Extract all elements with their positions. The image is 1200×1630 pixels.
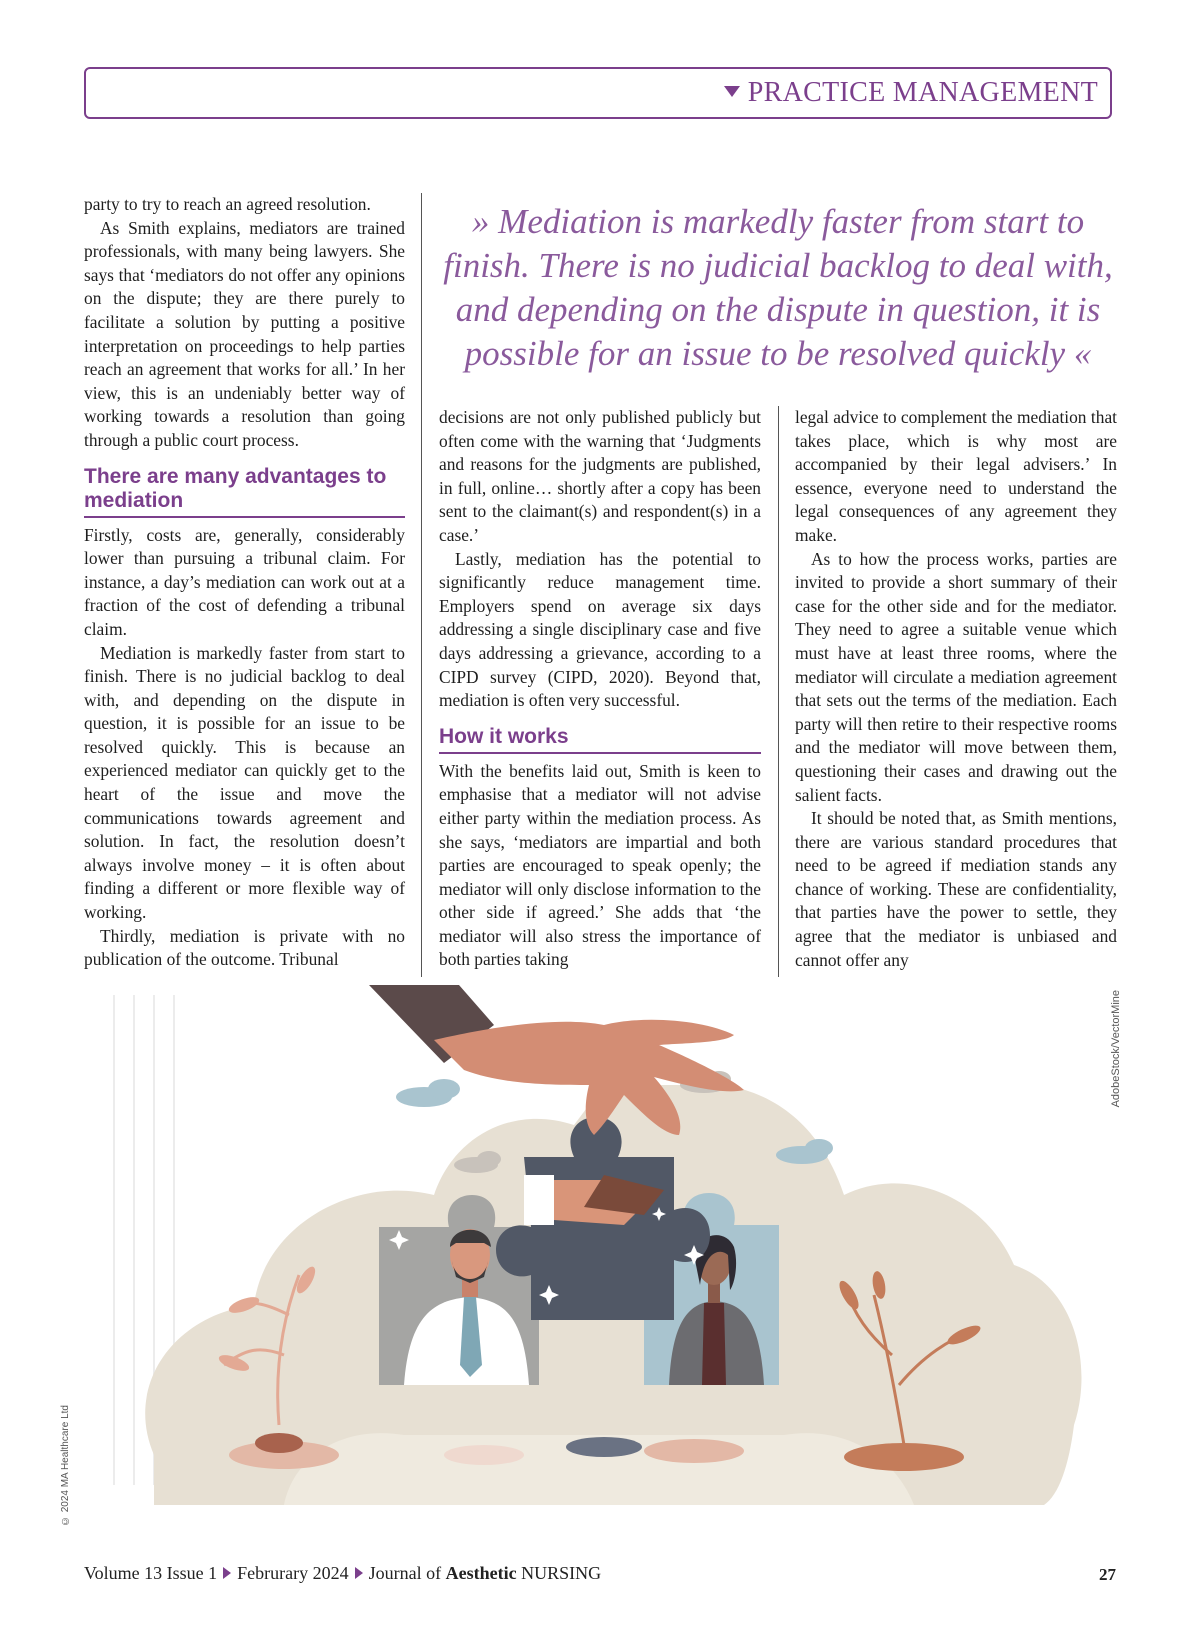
article-column-3 xyxy=(795,406,1117,976)
triangle-down-icon xyxy=(724,86,740,97)
image-credit: AdobeStock/VectorMine xyxy=(1110,990,1122,1108)
paragraph: As to how the process works, parties are invited to provide a short summary of their case for the other side and for the mediator. They need to agree a suitable venue which must have at least three rooms, where the mediator will circulate a mediation agreement that sets out the terms of the mediation. Each party will then retire to their respective rooms and the mediator will move between them, questioning their cases and drawing out the salient facts. xyxy=(795,548,1117,805)
paragraph: As Smith explains, mediators are trained professionals, with many being lawyers. She says that ‘mediators do not offer any opinions on the dispute; they are there purely to facilitate a solution by putting a positive interpretation on proceedings to help parties reach an agreement that works for all.’ In her view, this is an undeniably better way of working towards a resolution than going through a public court process. xyxy=(84,217,405,450)
arrow-right-icon xyxy=(355,1567,363,1579)
section-label xyxy=(724,77,1098,109)
footer-citation xyxy=(84,1563,601,1584)
paragraph: With the benefits laid out, Smith is keen to emphasise that a mediator will not advise either party within the mediation process. As she says, ‘mediators are impartial and both parties are encouraged to speak openly; the mediator will only disclose information to the other side if agreed.’ She adds that ‘the mediator will also stress the importance of both parties taking xyxy=(439,760,761,970)
mediation-puzzle-illustration xyxy=(84,985,1112,1525)
arrow-right-icon xyxy=(223,1567,231,1579)
column-divider xyxy=(421,193,422,977)
footer-date: Februrary 2024 xyxy=(237,1563,349,1583)
paragraph: Firstly, costs are, generally, considerably lower than pursuing a tribunal claim. For instance, a day’s mediation can work out at a fraction of the cost of defending a tribunal claim. xyxy=(84,524,405,639)
column-divider xyxy=(778,406,779,977)
subheading-how-it-works: How it works xyxy=(439,725,761,754)
paragraph: party to try to reach an agreed resolution. xyxy=(84,194,371,214)
article-column-2 xyxy=(439,406,761,976)
page-number: 27 xyxy=(1099,1565,1116,1584)
paragraph: decisions are not only published publicly but often come with the warning that ‘Judgments and reasons for the judgments are published, in full, online… shortly after a copy has been sent to the claimant(s) and respondent(s) in a case.’ xyxy=(439,407,761,545)
paragraph: Lastly, mediation has the potential to significantly reduce management time. Employers spend on average six days addressing a single disciplinary case and five days addressing a grievance, according to a CIPD survey (CIPD, 2020). Beyond that, mediation is often very successful. xyxy=(439,548,761,711)
footer-journal-prefix: Journal of xyxy=(368,1563,446,1583)
section-header-box xyxy=(84,67,1112,119)
footer-volume: Volume 13 Issue 1 xyxy=(84,1563,218,1583)
section-title: PRACTICE MANAGEMENT xyxy=(747,77,1098,108)
paragraph: legal advice to complement the mediation that takes place, which is why most are accompanied by their legal advisers.’ In essence, everyone need to understand the legal consequences of any agreement they make. xyxy=(795,407,1117,545)
paragraph: It should be noted that, as Smith mentions, there are various standard procedures that need to be agreed if mediation stands any chance of working. These are confidentiality, that parties have the power to settle, they agree that the mediator is unbiased and cannot offer any xyxy=(795,808,1117,970)
footer-journal-suffix: NURSING xyxy=(516,1563,602,1583)
paragraph: Thirdly, mediation is private with no publication of the outcome. Tribunal xyxy=(84,925,405,970)
paragraph: Mediation is markedly faster from start to finish. There is no judicial backlog to deal with, and depending on the dispute in question, it is possible for an issue to be resolved quickly. This is because an experienced mediator can quickly get to the heart of the issue and move the communications towards agreement and solution. In fact, the resolution doesn’t always involve money – it is often about finding a different or more flexible way of working. xyxy=(84,642,405,923)
subheading-advantages: There are many advantages to mediation xyxy=(84,465,405,518)
copyright-notice: © 2024 MA Healthcare Ltd xyxy=(60,1405,71,1527)
footer-journal-bold: Aesthetic xyxy=(445,1563,517,1583)
article-column-1 xyxy=(84,193,405,973)
pull-quote: » Mediation is markedly faster from start to finish. There is no judicial backlog to deal with, and depending on the dispute in question, it is possible for an issue to be resolved quickly « xyxy=(443,202,1113,373)
